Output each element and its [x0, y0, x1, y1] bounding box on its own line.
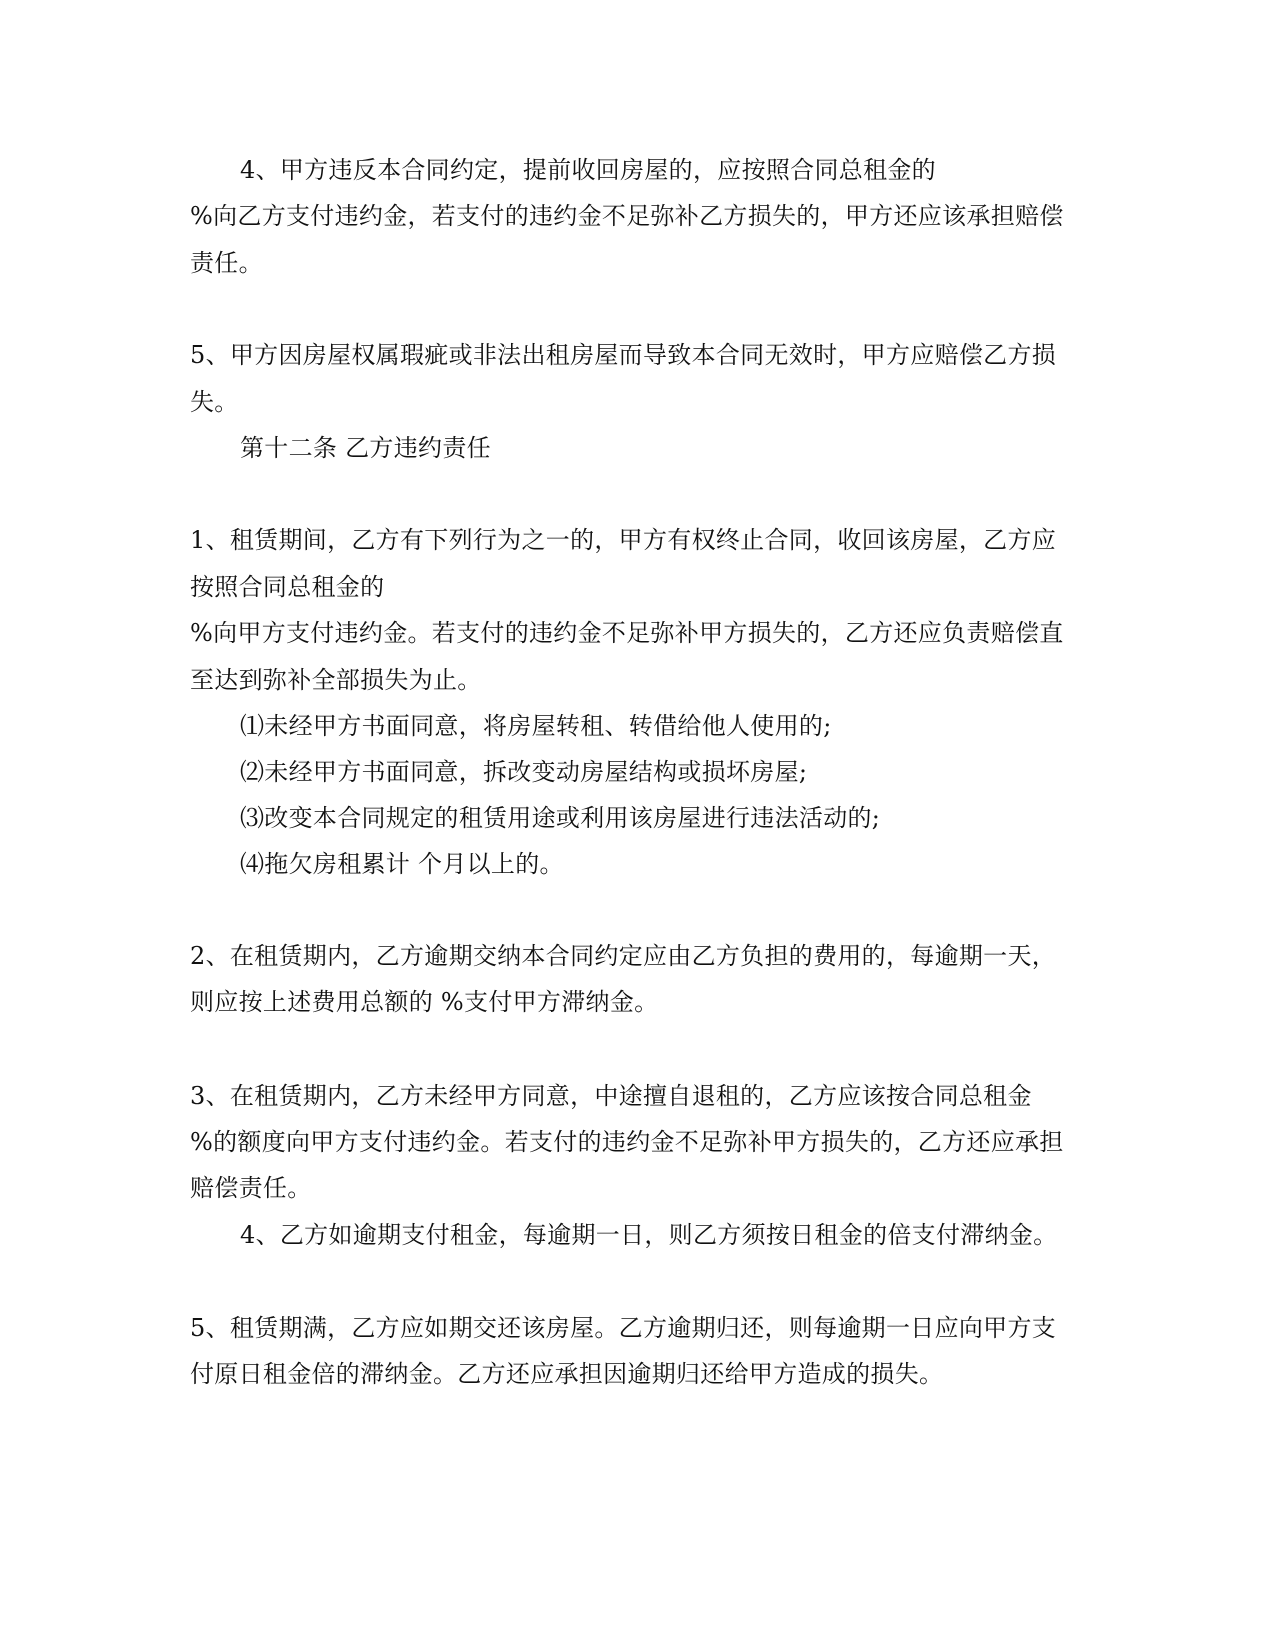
text-line: 按照合同总租金的: [190, 573, 385, 601]
text-line: 至达到弥补全部损失为止。: [190, 666, 482, 694]
text-line: 5、甲方因房屋权属瑕疵或非法出租房屋而导致本合同无效时，甲方应赔偿乙方损: [190, 341, 1057, 369]
text-line: 5、租赁期满，乙方应如期交还该房屋。乙方逾期归还，则每逾期一日应向甲方支: [190, 1314, 1057, 1342]
text-line: 付原日租金倍的滞纳金。乙方还应承担因逾期归还给甲方造成的损失。: [190, 1360, 944, 1388]
text-line: 3、在租赁期内，乙方未经甲方同意，中途擅自退租的，乙方应该按合同总租金: [190, 1082, 1032, 1110]
list-item: ⑴未经甲方书面同意，将房屋转租、转借给他人使用的;: [240, 712, 832, 740]
list-item: ⑶改变本合同规定的租赁用途或利用该房屋进行违法活动的;: [240, 804, 881, 832]
list-item: ⑵未经甲方书面同意，拆改变动房屋结构或损坏房屋;: [240, 758, 808, 786]
text-line: %向甲方支付违约金。若支付的违约金不足弥补甲方损失的，乙方还应负责赔偿直: [190, 619, 1064, 647]
text-line: 则应按上述费用总额的 %支付甲方滞纳金。: [190, 988, 659, 1016]
text-line: %的额度向甲方支付违约金。若支付的违约金不足弥补甲方损失的，乙方还应承担: [190, 1128, 1064, 1156]
section-heading: 第十二条 乙方违约责任: [240, 434, 491, 462]
text-line: 责任。: [190, 249, 263, 277]
text-line: 2、在租赁期内，乙方逾期交纳本合同约定应由乙方负担的费用的，每逾期一天，: [190, 942, 1057, 970]
text-line: 失。: [190, 388, 239, 416]
text-line: 1、租赁期间，乙方有下列行为之一的，甲方有权终止合同，收回该房屋，乙方应: [190, 526, 1057, 554]
text-line: %向乙方支付违约金，若支付的违约金不足弥补乙方损失的，甲方还应该承担赔偿: [190, 202, 1064, 230]
text-line: 4、甲方违反本合同约定，提前收回房屋的，应按照合同总租金的: [240, 156, 936, 184]
text-line: 赔偿责任。: [190, 1174, 312, 1202]
list-item: ⑷拖欠房租累计 个月以上的。: [240, 850, 564, 878]
text-line: 4、乙方如逾期支付租金，每逾期一日，则乙方须按日租金的倍支付滞纳金。: [240, 1221, 1058, 1249]
